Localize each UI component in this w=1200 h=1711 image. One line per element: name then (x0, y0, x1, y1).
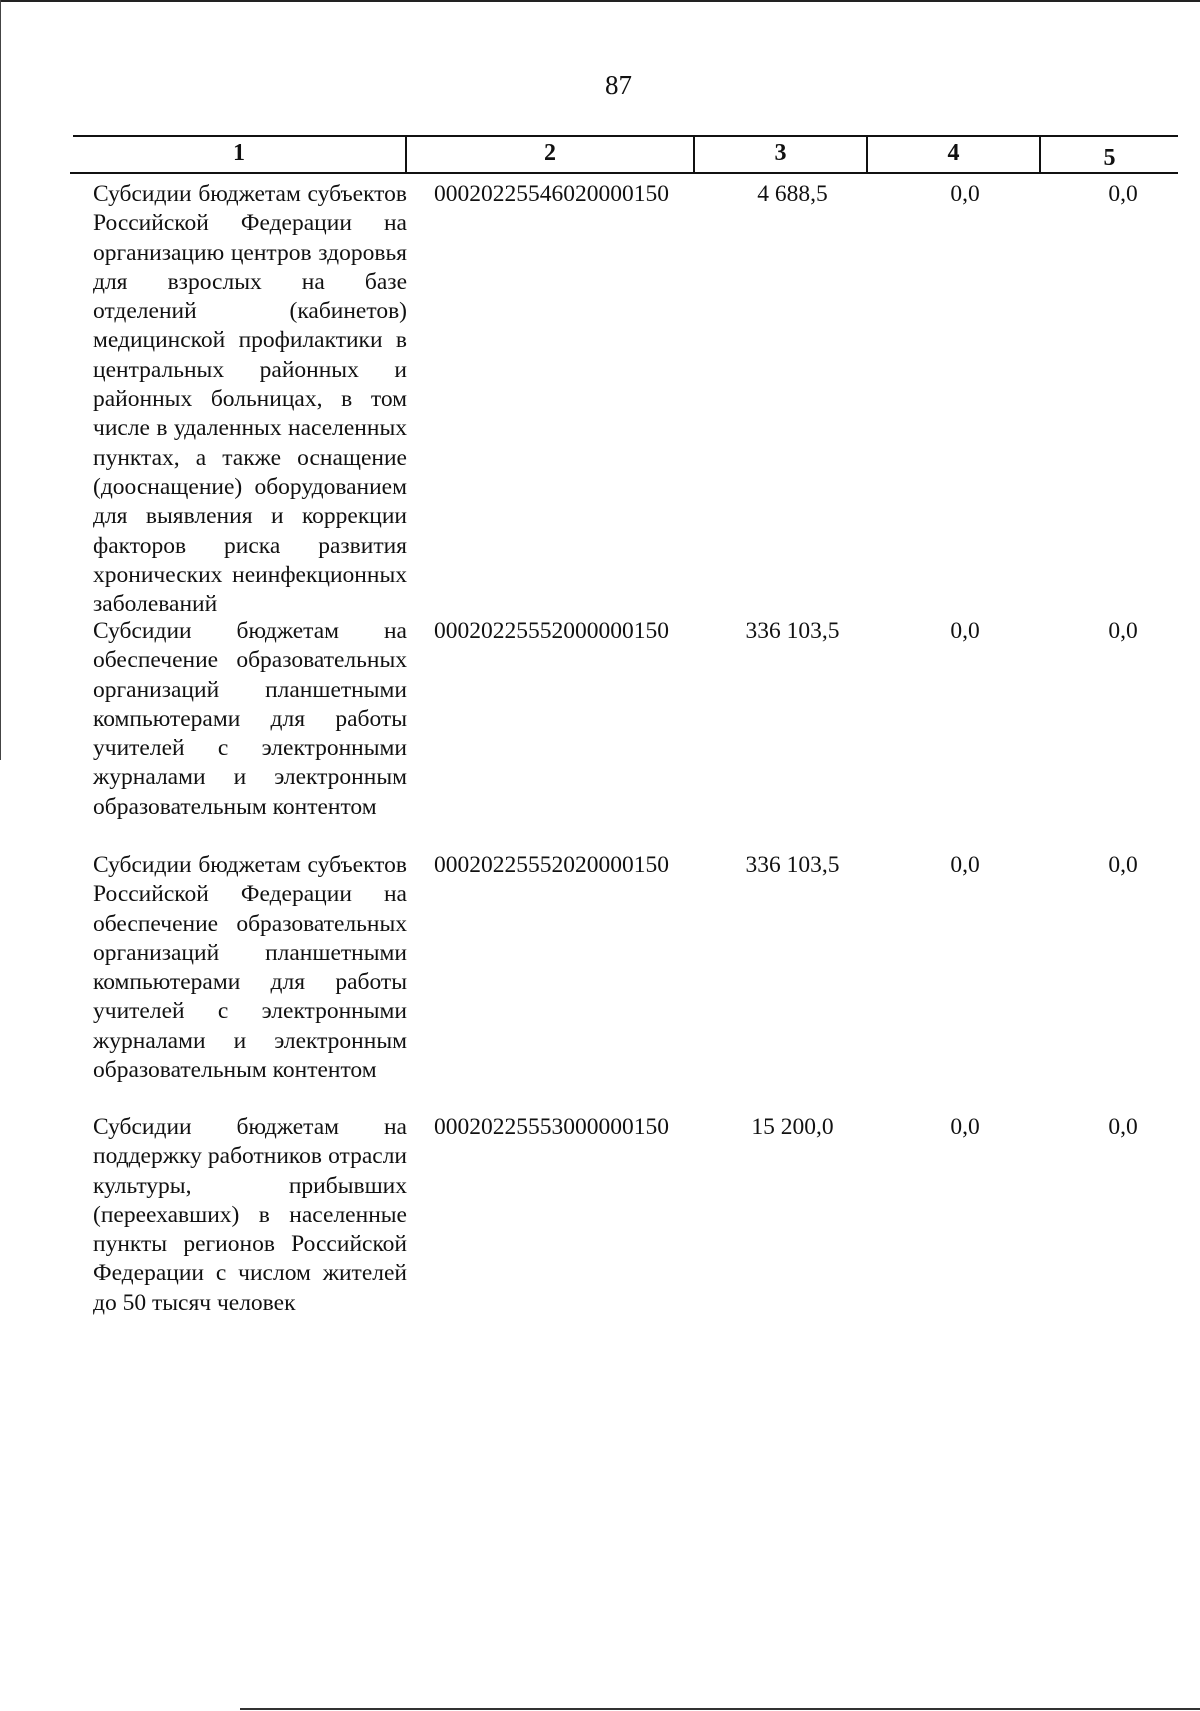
column-header-5: 5 (1103, 145, 1116, 171)
table-row (0, 1113, 1200, 1319)
row-code: 00020225546020000150 (434, 181, 669, 207)
row-description: Субсидии бюджетам на обеспечение образовательных организаций планшетными компьютерами для работы учителей с электронными журналами и электронным образовательным контентом (93, 618, 407, 820)
row-description: Субсидии бюджетам на поддержку работников отрасли культуры, прибывших (переехавших) в населенные пункты регионов Российской Федерации с числом жителей до 50 тысяч человек (93, 1114, 407, 1316)
row-amount-col3: 336 103,5 (745, 852, 840, 878)
row-amount-col5: 0,0 (1108, 618, 1138, 644)
column-header-4: 4 (947, 140, 960, 166)
table-row (0, 180, 1200, 617)
row-amount-col4: 0,0 (950, 618, 980, 644)
header-top-rule (73, 135, 1178, 137)
row-amount-col4: 0,0 (950, 1114, 980, 1140)
header-bottom-rule (70, 172, 1178, 174)
row-code: 00020225552000000150 (434, 618, 669, 644)
row-code: 00020225552020000150 (434, 852, 669, 878)
row-description: Субсидии бюджетам субъектов Российской Федерации на организацию центров здоровья для взрослых на базе отделений (кабинетов) медицинской профилактики в центральных районных и районных больницах, в том числе в удаленных населенных пунктах, а также оснащение (дооснащение) оборудованием для выявления и коррекции факторов риска развития хронических неинфекционных заболеваний (93, 181, 407, 618)
scan-edge-bottom (240, 1708, 1200, 1710)
row-amount-col3: 4 688,5 (757, 181, 828, 207)
row-amount-col5: 0,0 (1108, 1114, 1138, 1140)
row-description: Субсидии бюджетам субъектов Российской Федерации на обеспечение образовательных организаций планшетными компьютерами для работы учителей с электронными журналами и электронным образовательным контентом (93, 852, 407, 1084)
row-amount-col5: 0,0 (1108, 181, 1138, 207)
page-number: 87 (605, 70, 632, 100)
scan-edge-top (0, 0, 1200, 2)
row-amount-col4: 0,0 (950, 852, 980, 878)
row-code: 00020225553000000150 (434, 1114, 669, 1140)
table-body (0, 180, 1200, 1319)
table-row (0, 851, 1200, 1113)
column-header-3: 3 (774, 140, 787, 166)
row-amount-col3: 336 103,5 (745, 618, 840, 644)
table-row (0, 617, 1200, 851)
column-header-2: 2 (544, 140, 556, 166)
row-amount-col4: 0,0 (950, 181, 980, 207)
row-amount-col3: 15 200,0 (751, 1114, 834, 1140)
row-amount-col5: 0,0 (1108, 852, 1138, 878)
column-header-1: 1 (233, 140, 245, 166)
